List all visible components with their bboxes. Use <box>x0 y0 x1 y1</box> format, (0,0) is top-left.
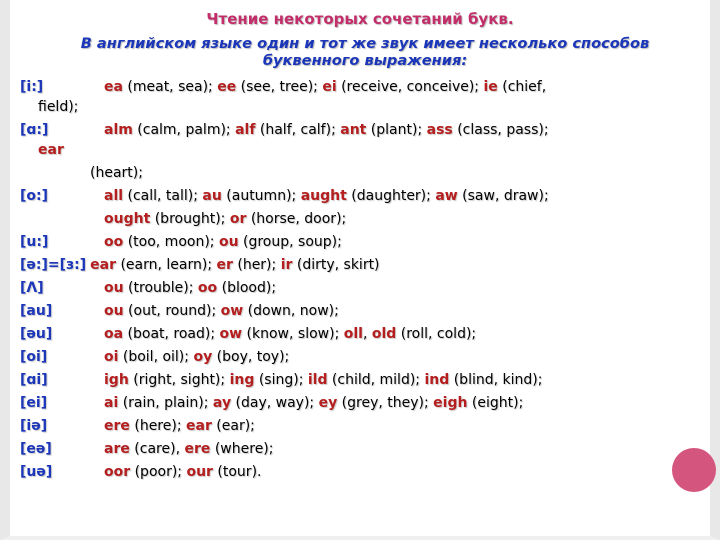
phonetic-row <box>20 416 700 436</box>
phonetic-row <box>20 186 700 206</box>
letter-combination: ear <box>186 418 212 434</box>
example-words: (trouble); <box>123 280 198 296</box>
phonetic-row <box>20 301 700 321</box>
letter-combination: ou <box>218 234 239 250</box>
example-words: (here); <box>129 418 186 434</box>
phonetic-symbol: [au] <box>20 303 53 319</box>
phonetic-row <box>20 462 700 482</box>
phonetic-list <box>20 77 700 482</box>
letter-combination: eigh <box>433 395 468 411</box>
phonetic-symbol: [ei] <box>20 395 48 411</box>
letter-combination: oo <box>197 280 218 296</box>
letter-combination: ow <box>220 303 244 319</box>
letter-combination: our <box>186 464 213 480</box>
example-words: (blind, kind); <box>449 372 543 388</box>
letter-combination: oa <box>104 326 124 342</box>
letter-combination: ei <box>322 79 337 95</box>
example-words: (down, now); <box>243 303 339 319</box>
letter-combination: or <box>229 211 247 227</box>
example-words: (plant); <box>366 122 427 138</box>
example-words: (sing); <box>254 372 308 388</box>
example-words: (horse, door); <box>246 211 347 227</box>
example-words: (roll, cold); <box>396 326 477 342</box>
phonetic-row <box>20 163 700 183</box>
letter-combination: au <box>202 188 222 204</box>
phonetic-symbol: [o:] <box>20 188 49 204</box>
example-words: (out, round); <box>123 303 221 319</box>
example-words: (ear); <box>211 418 255 434</box>
phonetic-row <box>20 120 700 140</box>
letter-combination: are <box>104 441 130 457</box>
phonetic-row <box>20 232 700 252</box>
slide-subtitle: В английском языке один и тот же звук имеет несколько способов буквенного выражения: <box>80 35 650 69</box>
phonetic-symbol: [ɑ:] <box>20 122 49 138</box>
example-words: (rain, plain); <box>118 395 213 411</box>
example-words: (know, slow); <box>242 326 344 342</box>
letter-combination: ey <box>318 395 338 411</box>
example-words: (care), <box>129 441 185 457</box>
letter-combination: ear <box>90 257 117 273</box>
letter-combination: er <box>216 257 233 273</box>
phonetic-symbol: [u:] <box>20 234 49 250</box>
letter-combination: ee <box>217 79 237 95</box>
letter-combination: ai <box>104 395 119 411</box>
letter-combination: ild <box>307 372 328 388</box>
phonetic-row <box>20 347 700 367</box>
phonetic-symbol: [Λ] <box>20 280 44 296</box>
letter-combination: ass <box>426 122 453 138</box>
letter-combination: ere <box>184 441 211 457</box>
phonetic-symbol: [uə] <box>20 464 53 480</box>
letter-combination: all <box>104 188 124 204</box>
phonetic-symbol: [eə] <box>20 441 52 457</box>
example-words: (right, sight); <box>128 372 230 388</box>
letter-combination: oll <box>343 326 363 342</box>
phonetic-row-continuation <box>20 97 700 117</box>
example-words: (earn, learn); <box>116 257 217 273</box>
letter-combination: ought <box>104 211 151 227</box>
phonetic-row <box>20 370 700 390</box>
example-words: (dirty, skirt) <box>292 257 380 273</box>
phonetic-row <box>20 77 700 97</box>
phonetic-row <box>20 209 700 229</box>
example-words: (too, moon); <box>123 234 219 250</box>
letter-combination: oi <box>104 349 119 365</box>
letter-combination: alm <box>104 122 133 138</box>
example-words: (half, calf); <box>255 122 341 138</box>
phonetic-row <box>20 324 700 344</box>
example-words: (group, soup); <box>238 234 342 250</box>
letter-combination: ing <box>229 372 255 388</box>
letter-combination: ow <box>219 326 243 342</box>
example-words: (boy, toy); <box>212 349 290 365</box>
example-words: (poor); <box>130 464 187 480</box>
letter-combination: oo <box>104 234 124 250</box>
letter-combination: ere <box>104 418 130 434</box>
phonetic-row-continuation <box>20 140 700 160</box>
phonetic-symbol: [oi] <box>20 349 48 365</box>
example-words: (her); <box>232 257 281 273</box>
letter-combination: ir <box>280 257 293 273</box>
example-words: (see, tree); <box>236 79 323 95</box>
letter-combination: ou <box>104 280 124 296</box>
example-words: (where); <box>210 441 274 457</box>
example-words: (boat, road); <box>123 326 220 342</box>
example-words: (meat, sea); <box>122 79 218 95</box>
letter-combination: ie <box>483 79 498 95</box>
example-words: , <box>362 326 372 342</box>
example-words: (eight); <box>467 395 524 411</box>
example-words: (chief, <box>497 79 547 95</box>
letter-combination: ant <box>340 122 367 138</box>
example-words: (brought); <box>150 211 230 227</box>
phonetic-symbol: [iə] <box>20 418 48 434</box>
example-words: (autumn); <box>221 188 301 204</box>
example-words: (receive, conceive); <box>336 79 484 95</box>
letter-combination: oy <box>193 349 213 365</box>
example-words: (heart); <box>90 165 143 181</box>
letter-combination: oor <box>104 464 131 480</box>
letter-combination: ea <box>104 79 123 95</box>
example-words: field); <box>38 99 79 115</box>
example-words: (day, way); <box>231 395 319 411</box>
letter-combination: ay <box>212 395 232 411</box>
phonetic-row <box>20 439 700 459</box>
decorative-circle <box>672 448 716 492</box>
example-words: (saw, draw); <box>457 188 549 204</box>
letter-combination: aw <box>435 188 458 204</box>
slide-title: Чтение некоторых сочетаний букв. <box>206 10 514 28</box>
phonetic-row <box>20 255 700 275</box>
letter-combination: ear <box>38 142 64 158</box>
example-words: (class, pass); <box>452 122 549 138</box>
phonetic-symbol: [ɑi] <box>20 372 48 388</box>
phonetic-symbol: [əu] <box>20 326 53 342</box>
example-words: (calm, palm); <box>132 122 236 138</box>
example-words: (boil, oil); <box>118 349 194 365</box>
letter-combination: ou <box>104 303 124 319</box>
example-words: (tour). <box>212 464 262 480</box>
example-words: (call, tall); <box>123 188 203 204</box>
phonetic-row <box>20 393 700 413</box>
example-words: (daughter); <box>346 188 436 204</box>
example-words: (child, mild); <box>327 372 425 388</box>
letter-combination: aught <box>300 188 347 204</box>
phonetic-symbol: [ə:]=[з:] <box>20 257 87 273</box>
letter-combination: old <box>371 326 397 342</box>
letter-combination: alf <box>235 122 256 138</box>
letter-combination: igh <box>104 372 129 388</box>
example-words: (grey, they); <box>337 395 434 411</box>
letter-combination: ind <box>424 372 450 388</box>
phonetic-symbol: [i:] <box>20 79 44 95</box>
example-words: (blood); <box>217 280 277 296</box>
phonetic-row <box>20 278 700 298</box>
